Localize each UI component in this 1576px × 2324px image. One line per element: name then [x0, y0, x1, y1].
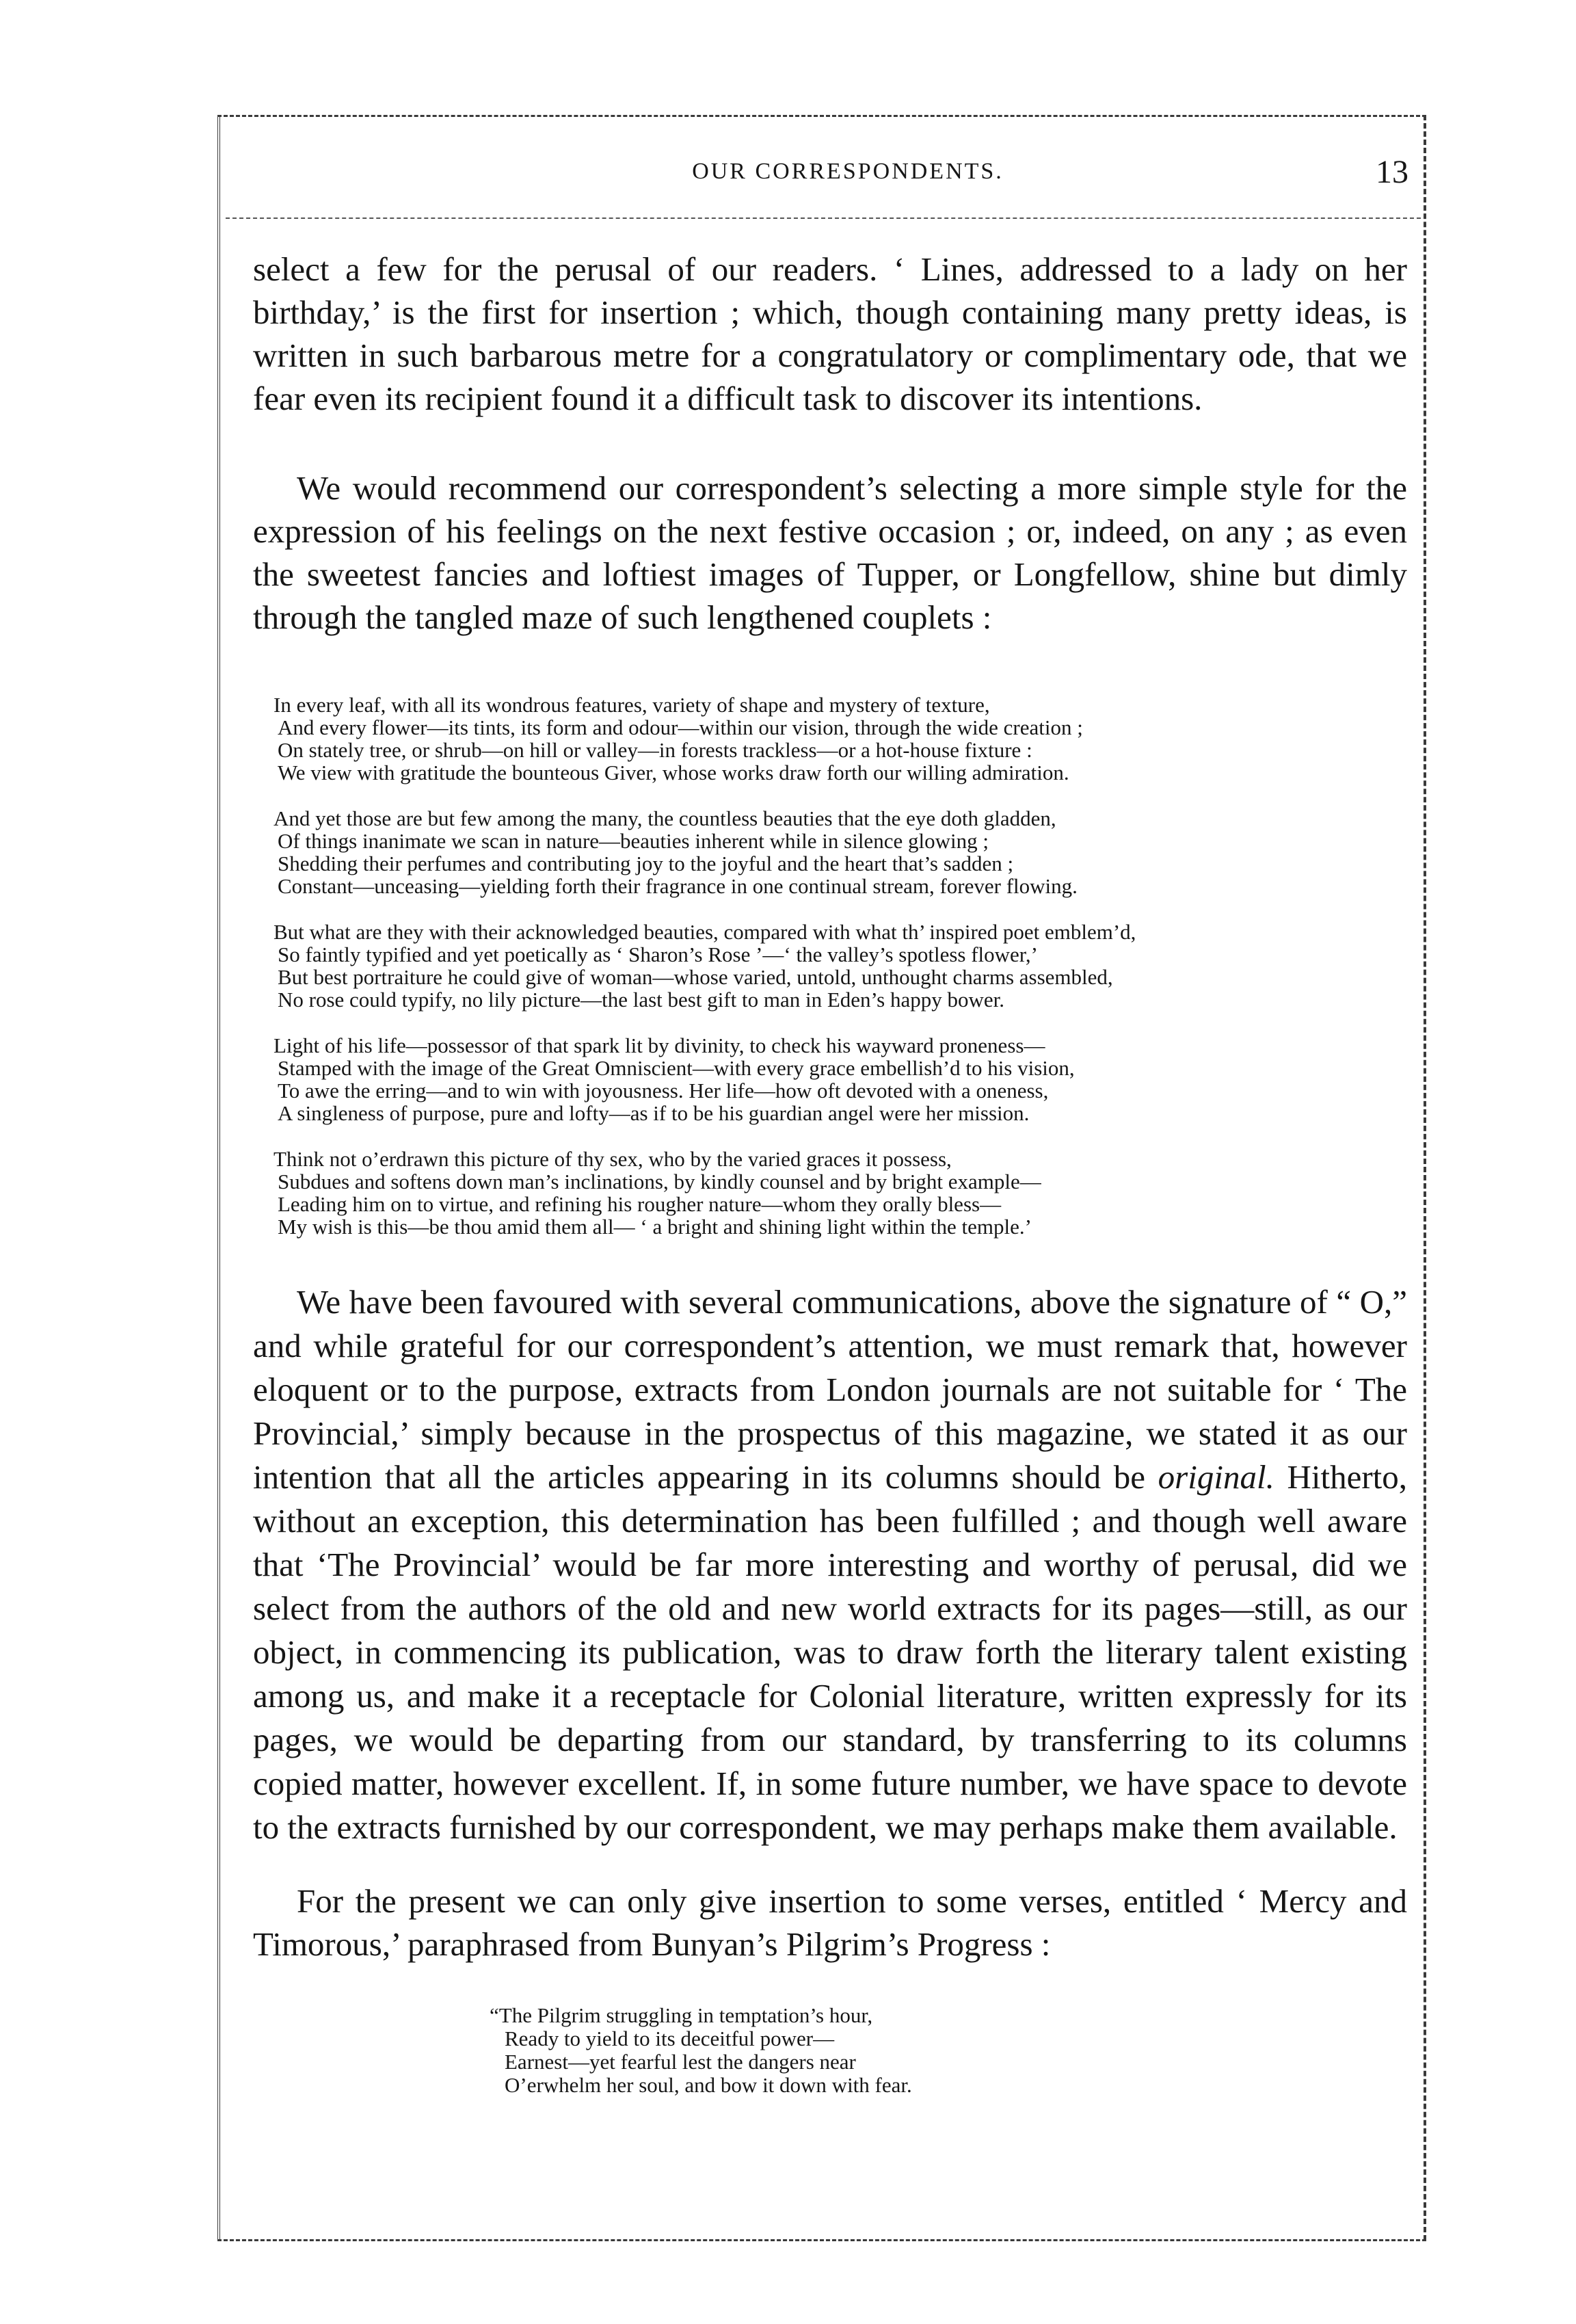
poem-stanza — [273, 921, 1395, 1011]
emphasis-original: original. — [1158, 1458, 1274, 1496]
paragraph-favoured-continuation: Hitherto, without an exception, this determination has been fulfilled ; and though well aware that ‘The Provincial’ would be far more interesting and worthy of perusal, did we select from the authors of the old and new world extracts for its pages—still, as our object, in commencing its publication, was to draw forth the literary talent existing among us, and make it a receptacle for Colonial literature, written expressly for its pages, we would be departing from our standard, by transferring to its columns copied matter, however excellent. If, in some future number, we have space to devote to the extracts furnished by our correspondent, we may perhaps make them available. — [253, 1458, 1408, 1846]
verse-line: Ready to yield to its deceitful power— — [505, 2026, 835, 2050]
poem-line: Stamped with the image of the Great Omniscient—with every grace embellish’d to his vision, — [278, 1056, 1075, 1080]
poem-line: A singleness of purpose, pure and lofty—as if to be his guardian angel were her mission. — [278, 1101, 1030, 1125]
running-head — [246, 154, 1408, 200]
poem-stanza — [273, 694, 1395, 784]
poem-line: Leading him on to virtue, and refining his rougher nature—whom they orally bless— — [278, 1192, 1002, 1216]
verse-line: Earnest—yet fearful lest the dangers near — [505, 2050, 856, 2074]
poem-stanza — [273, 807, 1395, 897]
verse-line: O’erwhelm her soul, and bow it down with fear. — [505, 2073, 912, 2097]
paragraph-present-verses: For the present we can only give insertion to some verses, entitled ‘ Mercy and Timorous,’ paraphrased from Bunyan’s Pilgrim’s Progress : — [253, 1882, 1407, 1963]
poem-line: And yet those are but few among the many, the countless beauties that the eye doth gladden, — [273, 806, 1056, 830]
poem-line: And every flower—its tints, its form and odour—within our vision, through the wide creation ; — [278, 715, 1083, 739]
page-border-right — [1424, 115, 1426, 2241]
page-border-bottom — [217, 2239, 1426, 2241]
poem-line: Constant—unceasing—yielding forth their fragrance in one continual stream, forever flowing. — [278, 874, 1078, 898]
page-number: 13 — [1376, 154, 1408, 190]
poem-line: But what are they with their acknowledged beauties, compared with what th’ inspired poet emblem’d, — [273, 920, 1136, 944]
page-border-left — [217, 115, 220, 2241]
poem-line: No rose could typify, no lily picture—the last best gift to man in Eden’s happy bower. — [278, 988, 1004, 1012]
poem-stanza — [273, 1034, 1395, 1124]
paragraph-select-lines: select a few for the perusal of our readers. ‘ Lines, addressed to a lady on her birthday,’ is the first for insertion ; which, though containing many pretty ideas, is written in such barbarous metre for a congratulatory or complimentary ode, that we fear even its recipient found it a difficult task to discover its intentions. — [253, 250, 1407, 417]
poem-line: My wish is this—be thou amid them all— ‘ a bright and shining light within the temple.’ — [278, 1215, 1032, 1239]
poem-line: Subdues and softens down man’s inclinations, by kindly counsel and by bright example— — [278, 1170, 1041, 1193]
verse-line: “The Pilgrim struggling in temptation’s hour, — [490, 2003, 873, 2027]
running-title: OUR CORRESPONDENTS. — [692, 159, 1004, 184]
poem-line: On stately tree, or shrub—on hill or valley—in forests trackless—or a hot-house fixture : — [278, 738, 1032, 762]
poem-line: Shedding their perfumes and contributing joy to the joyful and the heart that’s sadden ; — [278, 851, 1014, 875]
poem-line: Think not o’erdrawn this picture of thy sex, who by the varied graces it possess, — [273, 1147, 952, 1171]
header-rule — [226, 217, 1421, 219]
poem-line: But best portraiture he could give of woman—whose varied, untold, unthought charms assembled, — [278, 965, 1113, 989]
poem-line: Of things inanimate we scan in nature—beauties inherent while in silence glowing ; — [278, 829, 989, 853]
poem-line: To awe the erring—and to win with joyousness. Her life—how oft devoted with a oneness, — [278, 1079, 1049, 1102]
paragraph-favoured-communications — [253, 1280, 1407, 1849]
poem-line: Light of his life—possessor of that spark lit by divinity, to check his wayward proneness— — [273, 1033, 1045, 1057]
poem-line: So faintly typified and yet poetically as ‘ Sharon’s Rose ’—‘ the valley’s spotless flower,’ — [278, 942, 1038, 966]
paragraph-favoured-text: We have been favoured with several communications, above the signature of “ O,” and while grateful for our correspondent’s attention, we must remark that, however eloquent or to the purpose, extracts from London journals are not suitable for ‘ The Provincial,’ simply because in the prospectus of this magazine, we stated it as our intention that all the articles appearing in its columns should be — [253, 1283, 1407, 1496]
paragraph-recommend-style: We would recommend our correspondent’s selecting a more simple style for the expression of his feelings on the next festive occasion ; or, indeed, on any ; as even the sweetest fancies and loftiest images of Tupper, or Longfellow, shine but dimly through the tangled maze of such lengthened couplets : — [253, 469, 1407, 636]
poem-line: In every leaf, with all its wondrous features, variety of shape and mystery of texture, — [273, 693, 990, 717]
poem-stanza — [273, 1148, 1395, 1238]
mercy-and-timorous-verse — [490, 2004, 1173, 2097]
page-border-top — [217, 115, 1426, 117]
birthday-lines-poem — [273, 694, 1395, 1261]
poem-line: We view with gratitude the bounteous Giver, whose works draw forth our willing admiration. — [278, 761, 1069, 784]
